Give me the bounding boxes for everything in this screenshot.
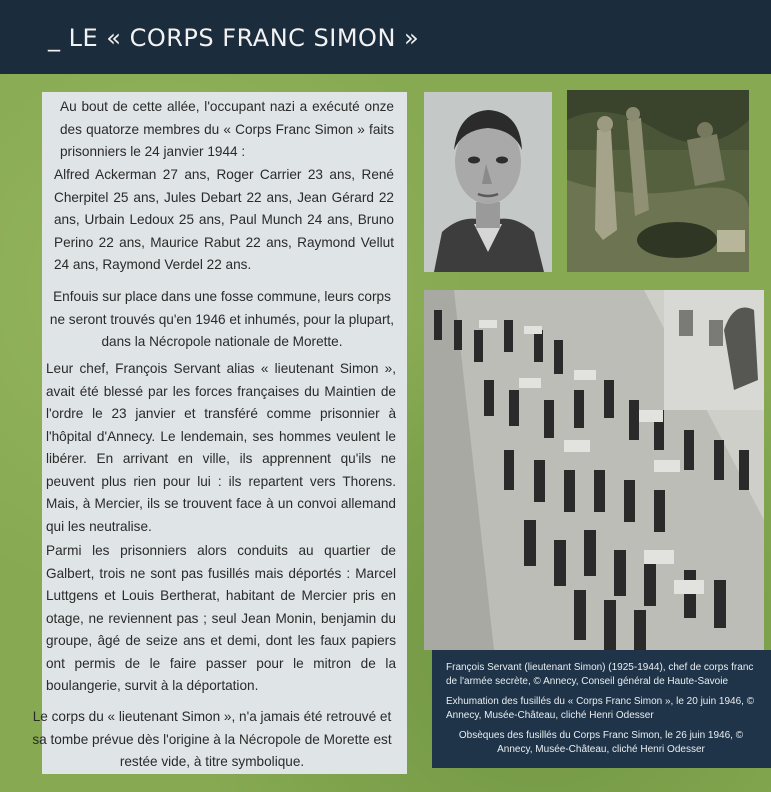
page-title: _ LE « CORPS FRANC SIMON » <box>48 24 420 52</box>
header-bar <box>0 0 771 74</box>
paragraph-intro: Au bout de cette allée, l'occupant nazi a exécuté onze des quatorze membres du « Corps Franc Simon » faits prisonniers le 24 janvier 1944 : <box>60 99 394 159</box>
paragraph-burial: Enfouis sur place dans une fosse commune, leurs corps ne seront trouvés qu'en 1946 et inhumés, pour la plupart, dans la Nécropole nationale de Morette. <box>49 289 395 349</box>
portrait-photo <box>424 92 552 272</box>
exhumation-photo <box>567 90 749 272</box>
caption-exhumation: Exhumation des fusillés du « Corps Franc Simon », le 20 juin 1946, © Annecy, Musée-Château, cliché Henri Odesser <box>446 696 755 721</box>
caption-panel <box>432 650 771 768</box>
paragraph-leader: Leur chef, François Servant alias « lieutenant Simon », avait été blessé par les forces françaises du Maintien de l'ordre le 23 janvier et transféré comme prisonnier à l'hôpital d'Annecy. Le lendemain, ses hommes veulent le libérer. En arrivant en ville, ils apprennent qu'ils ne peuvent plus rien pour lui : ils repartent vers Thorens. Mais, à Mercier, ils se trouvent face à un convoi allemand qui les neutralise. <box>46 361 396 534</box>
caption-portrait: François Servant (lieutenant Simon) (1925-1944), chef de corps franc de l'armée secrète, © Annecy, Conseil général de Haute-Savoie <box>446 662 754 687</box>
paragraph-tomb: Le corps du « lieutenant Simon », n'a jamais été retrouvé et sa tombe prévue dès l'origine à la Nécropole de Morette est restée vide, à titre symbolique. <box>32 709 392 769</box>
text-panel <box>32 92 407 774</box>
caption-funeral: Obsèques des fusillés du Corps Franc Simon, le 26 juin 1946, © Annecy, Musée-Château, cliché Henri Odesser <box>458 730 744 755</box>
paragraph-prisoners: Parmi les prisonniers alors conduits au quartier de Galbert, trois ne sont pas fusillés mais déportés : Marcel Luttgens et Louis Bertherat, habitant de Mercier pris en otage, ne reviennent pas ; seul Jean Monin, benjamin du groupe, âgé de seize ans et demi, dont les faux papiers ont permis de le faire passer pour le mitron de la boulangerie, survit à la déportation. <box>46 543 396 693</box>
paragraph-victims: Alfred Ackerman 27 ans, Roger Carrier 23 ans, René Cherpitel 25 ans, Jules Debart 22 ans, Jean Gérard 22 ans, Urbain Ledoux 25 ans, Paul Munch 24 ans, Bruno Perino 22 ans, Maurice Rabut 22 ans, Raymond Vellut 24 ans, Raymond Verdel 22 ans. <box>54 167 394 272</box>
funeral-procession-photo <box>424 290 764 650</box>
